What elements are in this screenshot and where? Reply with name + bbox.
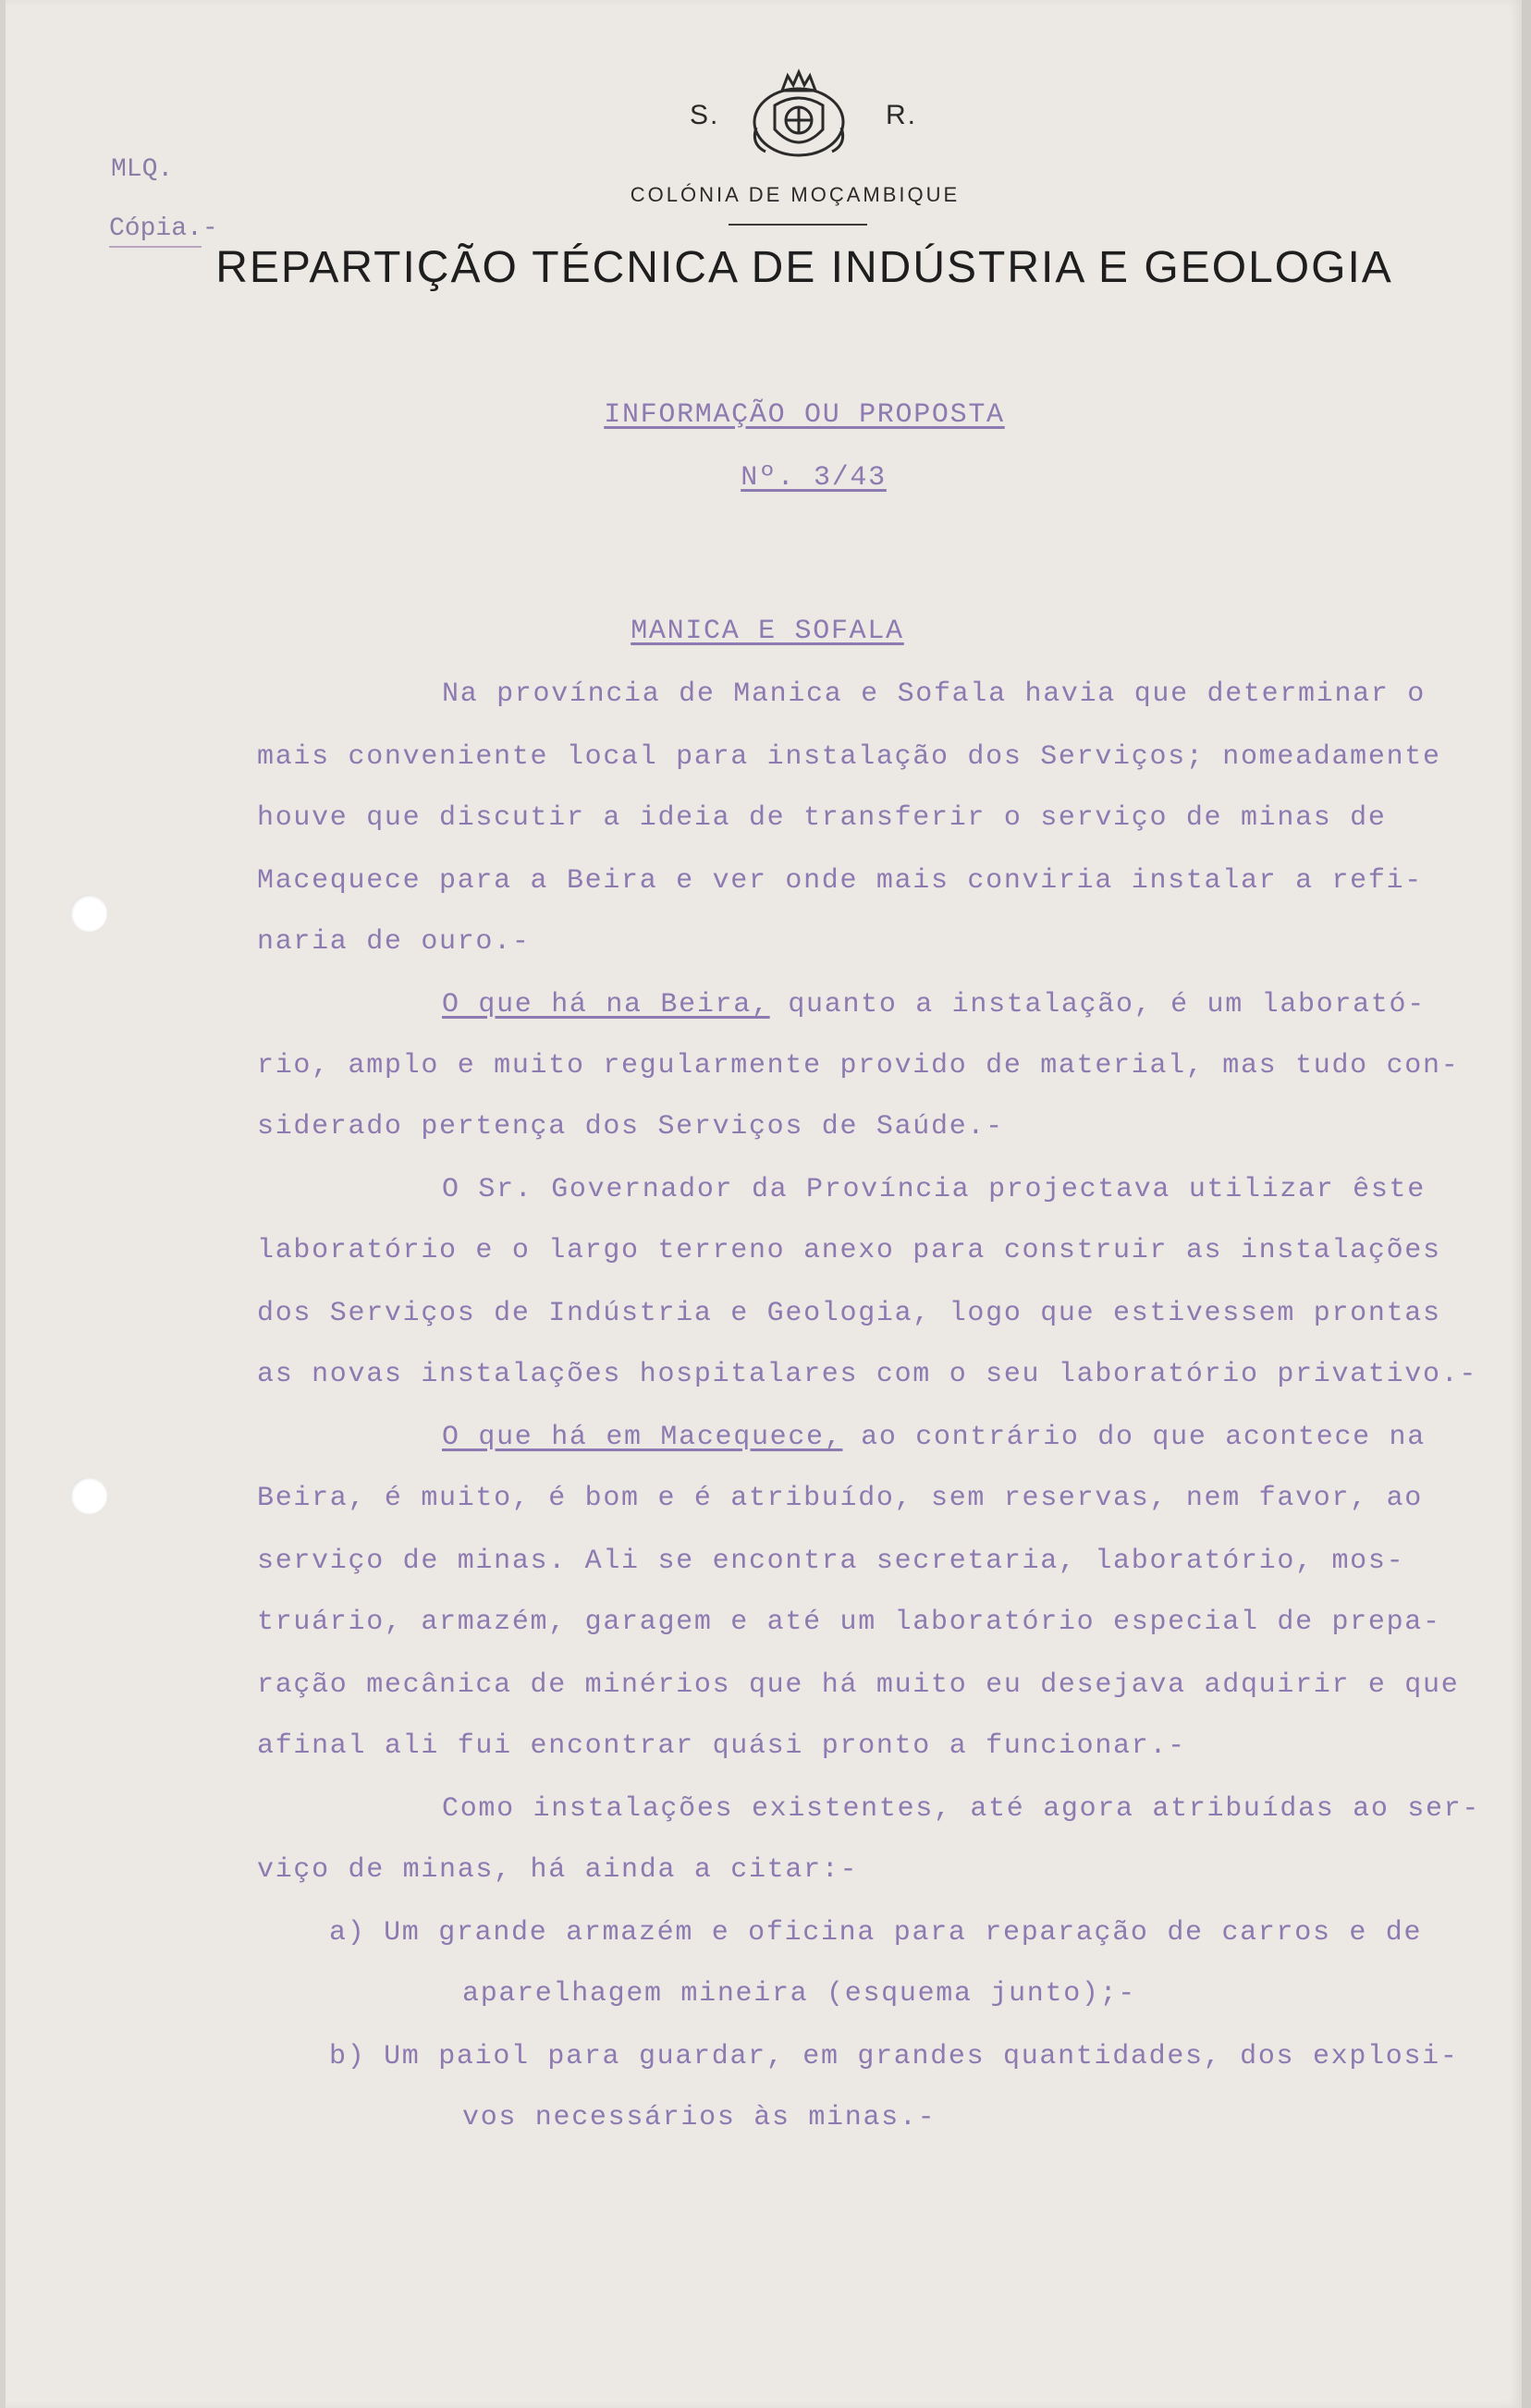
colony-rule	[729, 224, 867, 226]
copy-mark: Cópia.-	[109, 214, 218, 243]
body-line: Como instalações existentes, até agora atribuídas ao ser-	[442, 1793, 1481, 1825]
body-line: houve que discutir a ideia de transferir o serviço de minas de	[257, 802, 1387, 834]
punch-hole-bottom	[70, 1477, 107, 1514]
body-line: mais conveniente local para instalação dos Serviços; nomeadamente	[257, 741, 1441, 773]
body-line: afinal ali fui encontrar quási pronto a funcionar.-	[257, 1730, 1186, 1762]
margin-initials: MLQ.	[111, 155, 174, 184]
body-line: dos Serviços de Indústria e Geologia, logo que estivessem prontas	[257, 1298, 1441, 1329]
body-line: serviço de minas. Ali se encontra secretaria, laboratório, mos-	[257, 1546, 1405, 1577]
body-line: viço de minas, há ainda a citar:-	[257, 1854, 859, 1886]
body-line: Beira, é muito, é bom e é atribuído, sem reservas, nem favor, ao	[257, 1483, 1423, 1514]
document-number: Nº. 3/43	[741, 462, 887, 494]
body-line: siderado pertença dos Serviços de Saúde.-	[257, 1111, 1004, 1143]
body-line: ração mecânica de minérios que há muito eu desejava adquirir e que	[257, 1669, 1460, 1701]
list-item-a: a) Um grande armazém e oficina para reparação de carros e de	[329, 1917, 1423, 1949]
letterhead-r: R.	[886, 100, 917, 130]
body-line: rio, amplo e muito regularmente provido de material, mas tudo con-	[257, 1050, 1460, 1082]
body-line	[442, 1422, 1426, 1453]
body-line: truário, armazém, garagem e até um laboratório especial de prepa-	[257, 1607, 1441, 1638]
body-line: naria de ouro.-	[257, 926, 531, 958]
section-title: MANICA E SOFALA	[631, 616, 904, 647]
body-line: Macequece para a Beira e ver onde mais conviria instalar a refi-	[257, 865, 1423, 897]
crest-icon	[747, 63, 851, 166]
body-line: laboratório e o largo terreno anexo para construir as instalações	[257, 1235, 1441, 1266]
line-rest: quanto a instalação, é um laborató-	[769, 989, 1426, 1021]
body-line: as novas instalações hospitalares com o seu laboratório privativo.-	[257, 1359, 1478, 1390]
underlined-lead: O que há em Macequece,	[442, 1422, 843, 1453]
body-line: Na província de Manica e Sofala havia que determinar o	[442, 678, 1426, 710]
page-left-edge	[0, 0, 6, 2408]
page-right-edge	[1522, 0, 1531, 2408]
line-rest: ao contrário do que acontece na	[842, 1422, 1426, 1453]
list-item-b-continued: vos necessários às minas.-	[462, 2102, 937, 2133]
list-item-b: b) Um paiol para guardar, em grandes quantidades, dos explosi-	[329, 2041, 1459, 2072]
body-line: O Sr. Governador da Província projectava utilizar êste	[442, 1174, 1426, 1205]
letterhead-s: S.	[690, 100, 720, 130]
body-line	[442, 989, 1426, 1021]
punch-hole-top	[70, 895, 107, 932]
underlined-lead: O que há na Beira,	[442, 989, 770, 1021]
list-item-a-continued: aparelhagem mineira (esquema junto);-	[462, 1978, 1137, 2010]
document-type: INFORMAÇÃO OU PROPOSTA	[604, 399, 1005, 431]
colony-name: COLÓNIA DE MOÇAMBIQUE	[630, 183, 961, 206]
department-title: REPARTIÇÃO TÉCNICA DE INDÚSTRIA E GEOLOGIA	[215, 243, 1393, 292]
